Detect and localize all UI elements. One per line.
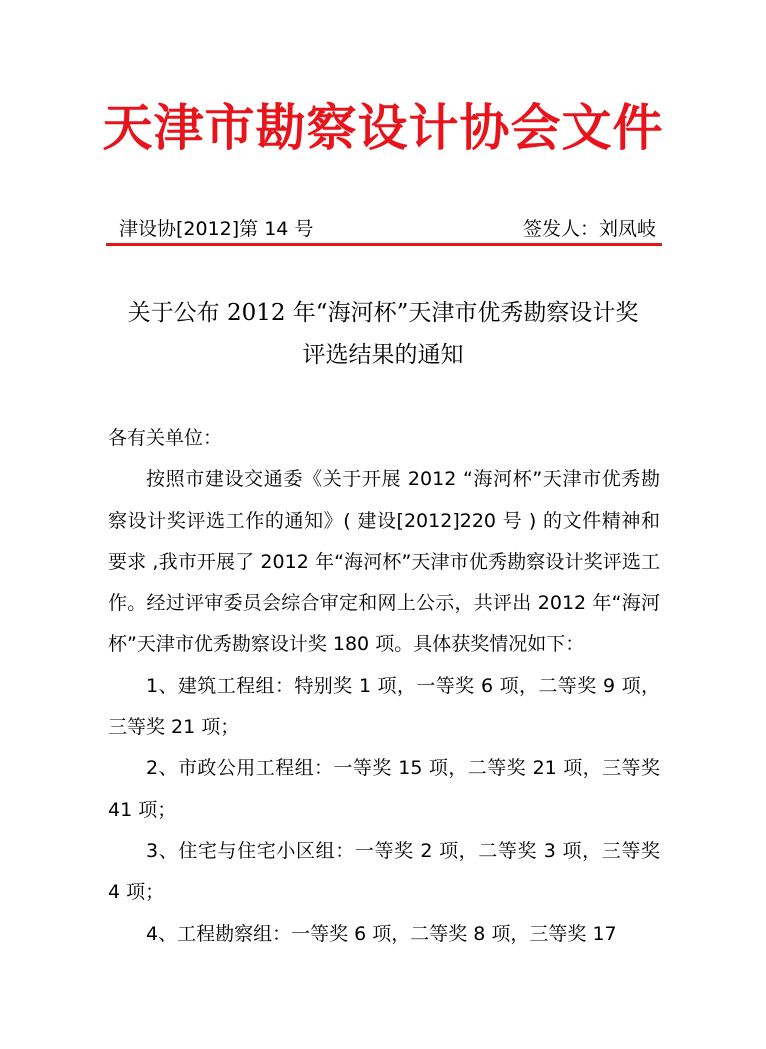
award-item-survey: 4、工程勘察组：一等奖 6 项，二等奖 8 项，三等奖 17 bbox=[146, 922, 617, 945]
body-paragraph: 按照市建设交通委《关于开展 2012 “海河杯”天津市优秀勘察设计奖评选工作的通知》( 建设[2012]220 号 ) 的文件精神和要求 ,我市开展了 2012 年“海河杯”天津市优秀勘察设计奖评选工作。经过评审委员会综合审定和网上公示，共评出 2012 年“海河杯”天津市优秀勘察设计奖 180 项。具体获奖情况如下： bbox=[108, 468, 660, 656]
red-divider-line bbox=[106, 243, 662, 246]
document-number: 津设协[2012]第 14 号 bbox=[119, 218, 314, 240]
notice-title-line-2: 评选结果的通知 bbox=[302, 342, 464, 368]
notice-title bbox=[90, 292, 676, 376]
body-text bbox=[108, 418, 660, 955]
award-item-residential: 3、住宅与住宅小区组：一等奖 2 项，二等奖 3 项，三等奖 4 项； bbox=[108, 839, 660, 904]
award-item-architecture: 1、建筑工程组：特别奖 1 项，一等奖 6 项，二等奖 9 项，三等奖 21 项； bbox=[108, 674, 660, 739]
notice-title-line-1: 关于公布 2012 年“海河杯”天津市优秀勘察设计奖 bbox=[127, 300, 639, 326]
signer: 签发人：刘凤岐 bbox=[522, 218, 656, 240]
award-item-municipal: 2、市政公用工程组：一等奖 15 项，二等奖 21 项，三等奖 41 项； bbox=[108, 757, 660, 821]
document-number-row bbox=[108, 214, 660, 244]
document-header-title: 天津市勘察设计协会文件 bbox=[102, 98, 664, 157]
salutation: 各有关单位： bbox=[108, 427, 223, 449]
